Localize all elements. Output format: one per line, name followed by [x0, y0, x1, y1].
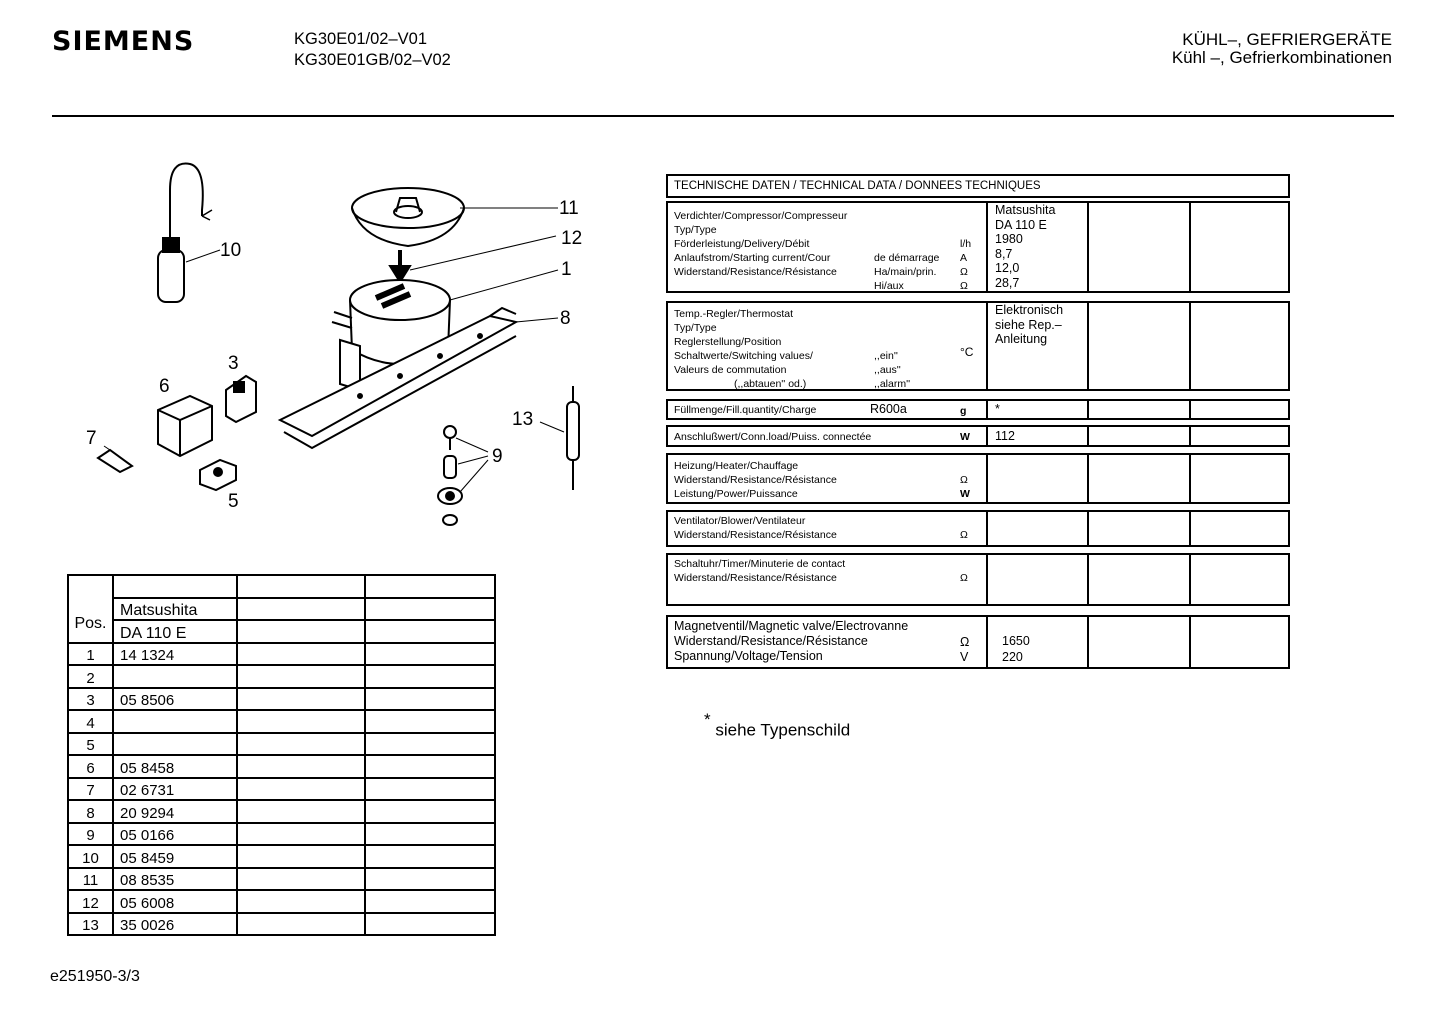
valve-voltage-unit: V	[960, 650, 969, 664]
callout-6: 6	[159, 376, 170, 397]
part-number-cell	[113, 733, 237, 756]
timer-resistance-unit: Ω	[960, 572, 968, 584]
table-row	[68, 890, 495, 913]
part-number-cell: 35 0026	[113, 913, 237, 936]
exploded-parts-diagram	[70, 150, 600, 540]
timer-section	[666, 553, 1290, 606]
charge-section	[666, 399, 1290, 420]
type-cell: DA 110 E	[113, 620, 237, 643]
table-row	[68, 665, 495, 688]
table-row	[68, 800, 495, 823]
resistance-aux-sublabel: Hi/aux	[874, 280, 904, 292]
pos-cell: 12	[68, 890, 113, 913]
part-number-cell: 02 6731	[113, 778, 237, 801]
thermostat-value: Elektronisch	[995, 303, 1064, 317]
alarm-sublabel: ,,alarm''	[874, 378, 911, 390]
conn-load-value: 112	[995, 429, 1015, 443]
table-row	[68, 868, 495, 891]
pos-cell: 13	[68, 913, 113, 936]
thermostat-position-label: Reglerstellung/Position	[674, 336, 782, 348]
timer-resistance-label: Widerstand/Resistance/Résistance	[674, 572, 837, 584]
thermostat-unit: °C	[960, 345, 974, 359]
callout-3: 3	[228, 353, 239, 374]
valve-resistance-value: 1650	[1002, 634, 1030, 648]
resistance-aux-unit: Ω	[960, 280, 968, 292]
resistance-main-sublabel: Ha/main/prin.	[874, 266, 937, 278]
callout-7: 7	[86, 428, 97, 449]
table-row	[68, 733, 495, 756]
model-line-2: KG30E01GB/02–V02	[294, 51, 451, 69]
table-row	[68, 643, 495, 666]
part-number-cell: 05 8458	[113, 755, 237, 778]
starting-current-label: Anlaufstrom/Starting current/Cour	[674, 252, 831, 264]
blower-resistance-label: Widerstand/Resistance/Résistance	[674, 529, 837, 541]
thermostat-label: Temp.-Regler/Thermostat	[674, 308, 794, 320]
starting-current-unit: A	[960, 252, 968, 264]
note-text: siehe Typenschild	[715, 720, 851, 740]
pos-cell: 6	[68, 755, 113, 778]
part-number-cell: 05 0166	[113, 823, 237, 846]
part-number-cell: 20 9294	[113, 800, 237, 823]
conn-load-label: Anschlußwert/Conn.load/Puiss. connectée	[674, 431, 872, 443]
resistance-label: Widerstand/Resistance/Résistance	[674, 266, 837, 278]
heater-section	[666, 453, 1290, 504]
table-row	[68, 823, 495, 846]
valve-voltage-value: 220	[1002, 650, 1023, 664]
timer-label: Schaltuhr/Timer/Minuterie de contact	[674, 558, 846, 570]
thermostat-note-1: siehe Rep.–	[995, 317, 1062, 332]
charge-value: *	[995, 402, 1000, 416]
tech-data-title: TECHNISCHE DATEN / TECHNICAL DATA / DONNEES TECHNIQUES	[674, 180, 1041, 192]
compressor-type: DA 110 E	[995, 217, 1047, 232]
part-number-cell: 05 6008	[113, 890, 237, 913]
thermostat-note-2: Anleitung	[995, 332, 1048, 346]
heater-power-label: Leistung/Power/Puissance	[674, 488, 798, 500]
heater-label: Heizung/Heater/Chauffage	[674, 460, 799, 472]
thermostat-type-label: Typ/Type	[674, 322, 717, 334]
switching-values-fr-label: Valeurs de commutation	[674, 364, 787, 376]
tech-data-title-box	[666, 174, 1290, 198]
pos-cell: 10	[68, 845, 113, 868]
type-plate-note	[704, 710, 851, 741]
heater-resistance-label: Widerstand/Resistance/Résistance	[674, 474, 837, 486]
table-row	[68, 845, 495, 868]
document-id: e251950-3/3	[50, 968, 140, 985]
valve-label: Magnetventil/Magnetic valve/Electrovanne	[674, 619, 909, 633]
pos-cell: 7	[68, 778, 113, 801]
compressor-label: Verdichter/Compressor/Compresseur	[674, 210, 848, 222]
pos-cell: 5	[68, 733, 113, 756]
pos-cell: 8	[68, 800, 113, 823]
starting-current-value: 8,7	[995, 246, 1013, 261]
table-row	[68, 755, 495, 778]
charge-unit: g	[960, 405, 967, 417]
pos-header: Pos.	[68, 575, 113, 643]
delivery-label: Förderleistung/Delivery/Débit	[674, 238, 810, 250]
table-row	[68, 778, 495, 801]
part-number-cell: 08 8535	[113, 868, 237, 891]
type-label: Typ/Type	[674, 224, 717, 236]
brand-logo: SIEMENS	[52, 26, 195, 57]
refrigerant-value: R600a	[870, 402, 907, 416]
heater-resistance-unit: Ω	[960, 474, 968, 486]
compressor-maker: Matsushita	[995, 203, 1056, 217]
pos-cell: 9	[68, 823, 113, 846]
part-number-cell: 14 1324	[113, 643, 237, 666]
charge-label: Füllmenge/Fill.quantity/Charge	[674, 404, 817, 416]
delivery-unit: l/h	[960, 238, 972, 250]
pos-cell: 2	[68, 665, 113, 688]
table-row	[68, 710, 495, 733]
callout-8: 8	[560, 308, 571, 329]
valve-section	[666, 615, 1290, 669]
part-number-cell: 05 8506	[113, 688, 237, 711]
blower-label: Ventilator/Blower/Ventilateur	[674, 515, 806, 527]
valve-voltage-label: Spannung/Voltage/Tension	[674, 649, 823, 663]
valve-resistance-label: Widerstand/Resistance/Résistance	[674, 634, 868, 648]
switch-off-sublabel: ,,aus''	[874, 364, 901, 376]
thermostat-section	[666, 301, 1290, 391]
callout-9: 9	[492, 446, 503, 467]
defrost-label: (,,abtauen'' od.)	[734, 378, 807, 390]
part-number-cell	[113, 710, 237, 733]
part-number-cell	[113, 665, 237, 688]
valve-resistance-unit: Ω	[960, 635, 970, 649]
resistance-main-unit: Ω	[960, 266, 968, 278]
load-section	[666, 425, 1290, 447]
header-rule	[52, 115, 1394, 117]
callout-12: 12	[561, 228, 583, 249]
delivery-value: 1980	[995, 232, 1023, 246]
compressor-section	[666, 201, 1290, 293]
manufacturer-cell: Matsushita	[113, 598, 237, 621]
switch-on-sublabel: ,,ein''	[874, 350, 898, 362]
pos-cell: 4	[68, 710, 113, 733]
heater-power-unit: W	[960, 488, 970, 500]
pos-cell: 3	[68, 688, 113, 711]
parts-table	[67, 574, 496, 936]
resistance-main-value: 12,0	[995, 261, 1020, 275]
conn-load-unit: W	[960, 431, 970, 443]
pos-cell: 1	[68, 643, 113, 666]
callout-13: 13	[512, 409, 534, 430]
blower-resistance-unit: Ω	[960, 529, 968, 541]
resistance-aux-value: 28,7	[995, 275, 1020, 290]
starting-current-sublabel: de démarrage	[874, 252, 940, 264]
callout-1: 1	[561, 259, 572, 280]
callout-5: 5	[228, 491, 239, 512]
table-row	[68, 688, 495, 711]
callout-10: 10	[220, 240, 242, 261]
category-line-2: Kühl –, Gefrierkombinationen	[1171, 48, 1392, 67]
model-line-1: KG30E01/02–V01	[294, 30, 428, 48]
blower-section	[666, 510, 1290, 547]
pos-cell: 11	[68, 868, 113, 891]
table-row	[68, 913, 495, 936]
part-number-cell: 05 8459	[113, 845, 237, 868]
note-asterisk: *	[704, 710, 711, 729]
callout-11: 11	[559, 198, 579, 219]
switching-values-label: Schaltwerte/Switching values/	[674, 350, 813, 362]
category-line-1: KÜHL–, GEFRIERGERÄTE	[1182, 30, 1392, 49]
